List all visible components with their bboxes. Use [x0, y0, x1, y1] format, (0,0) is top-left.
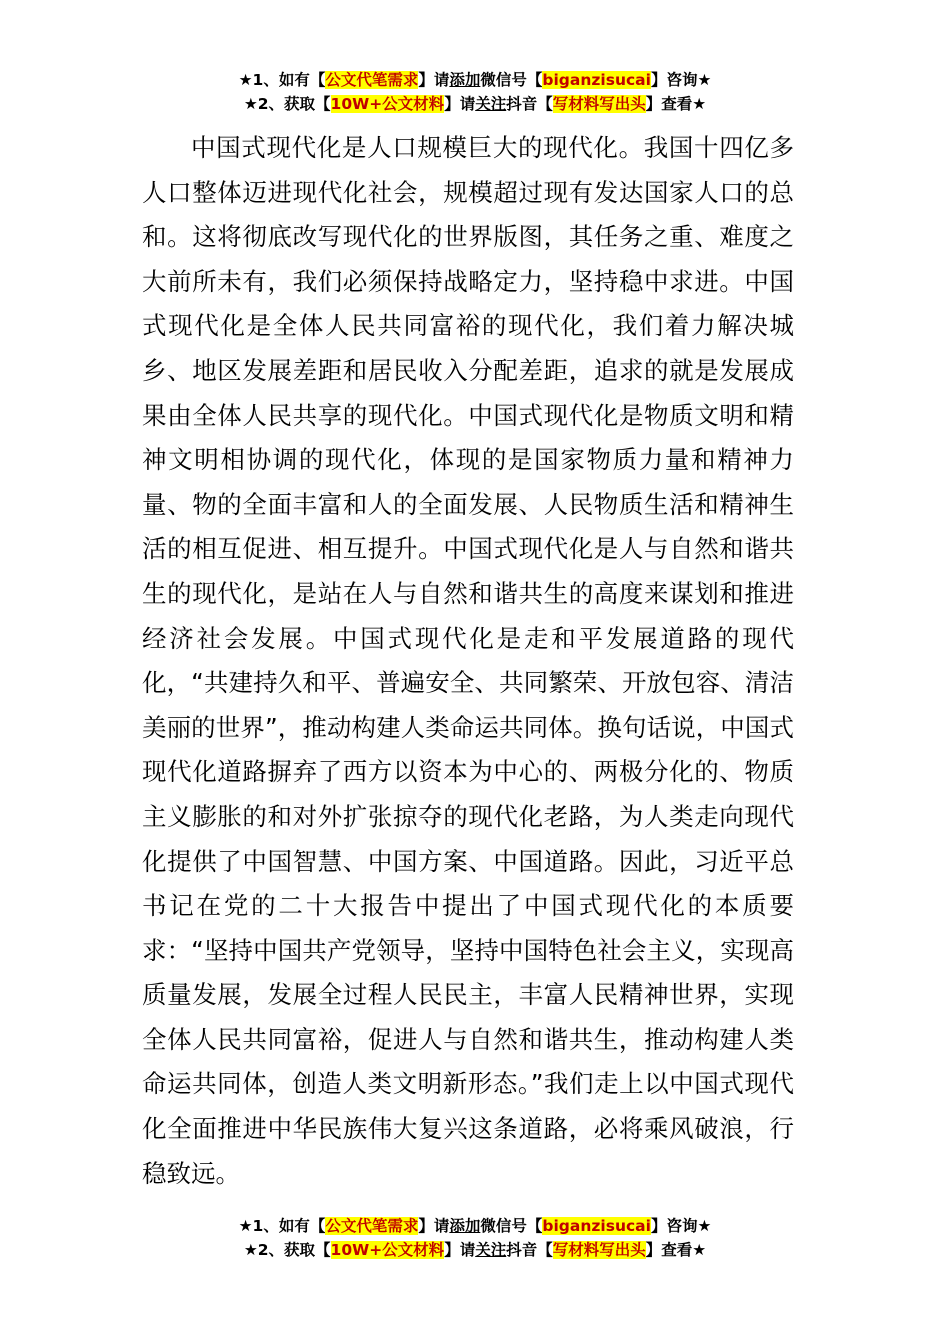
underlined-text: 关注 [475, 1241, 507, 1259]
banner-text: 微信号【 [480, 1217, 543, 1235]
highlight-text: 公文代笔需求 [325, 1217, 419, 1235]
banner-text: 抖音【 [506, 1241, 553, 1259]
banner-line-1 [0, 1214, 950, 1238]
banner-text: 】请 [444, 1241, 476, 1259]
banner-text: 抖音【 [506, 95, 553, 113]
highlight-text: biganzisucai [542, 1217, 651, 1235]
banner-line-2 [0, 1238, 950, 1262]
highlight-text: 写材料写出头 [552, 95, 646, 113]
banner-text: 微信号【 [480, 71, 543, 89]
banner-text: ★2、获取【 [243, 1241, 331, 1259]
banner-line-2 [0, 92, 950, 116]
highlight-text: biganzisucai [542, 71, 651, 89]
highlight-text: 10W+公文材料 [330, 95, 445, 113]
banner-text: ★1、如有【 [238, 1217, 326, 1235]
highlight-text: 10W+公文材料 [330, 1241, 445, 1259]
banner-text: 】请 [444, 95, 476, 113]
banner-text: ★1、如有【 [238, 71, 326, 89]
banner-text: 】请 [418, 1217, 450, 1235]
underlined-text: 关注 [475, 95, 507, 113]
banner-text: 】咨询★ [650, 1217, 712, 1235]
header-banner [0, 68, 950, 116]
underlined-text: 添加 [449, 1217, 481, 1235]
highlight-text: 公文代笔需求 [325, 71, 419, 89]
banner-text: ★2、获取【 [243, 95, 331, 113]
banner-text: 】查看★ [645, 95, 707, 113]
footer-banner [0, 1214, 950, 1262]
banner-text: 】请 [418, 71, 450, 89]
underlined-text: 添加 [449, 71, 481, 89]
banner-line-1 [0, 68, 950, 92]
banner-text: 】查看★ [645, 1241, 707, 1259]
banner-text: 】咨询★ [650, 71, 712, 89]
highlight-text: 写材料写出头 [552, 1241, 646, 1259]
body-paragraph: 中国式现代化是人口规模巨大的现代化。我国十四亿多人口整体迈进现代化社会，规模超过现有发达国家人口的总和。这将彻底改写现代化的世界版图，其任务之重、难度之大前所未有，我们必须保持战略定力，坚持稳中求进。中国式现代化是全体人民共同富裕的现代化，我们着力解决城乡、地区发展差距和居民收入分配差距，追求的就是发展成果由全体人民共享的现代化。中国式现代化是物质文明和精神文明相协调的现代化，体现的是国家物质力量和精神力量、物的全面丰富和人的全面发展、人民物质生活和精神生活的相互促进、相互提升。中国式现代化是人与自然和谐共生的现代化，是站在人与自然和谐共生的高度来谋划和推进经济社会发展。中国式现代化是走和平发展道路的现代化，“共建持久和平、普遍安全、共同繁荣、开放包容、清洁美丽的世界”，推动构建人类命运共同体。换句话说，中国式现代化道路摒弃了西方以资本为中心的、两极分化的、物质主义膨胀的和对外扩张掠夺的现代化老路，为人类走向现代化提供了中国智慧、中国方案、中国道路。因此，习近平总书记在党的二十大报告中提出了中国式现代化的本质要求：“坚持中国共产党领导，坚持中国特色社会主义，实现高质量发展，发展全过程人民民主，丰富人民精神世界，实现全体人民共同富裕，促进人与自然和谐共生，推动构建人类命运共同体，创造人类文明新形态。”我们走上以中国式现代化全面推进中华民族伟大复兴这条道路，必将乘风破浪，行稳致远。 [142, 133, 794, 1188]
